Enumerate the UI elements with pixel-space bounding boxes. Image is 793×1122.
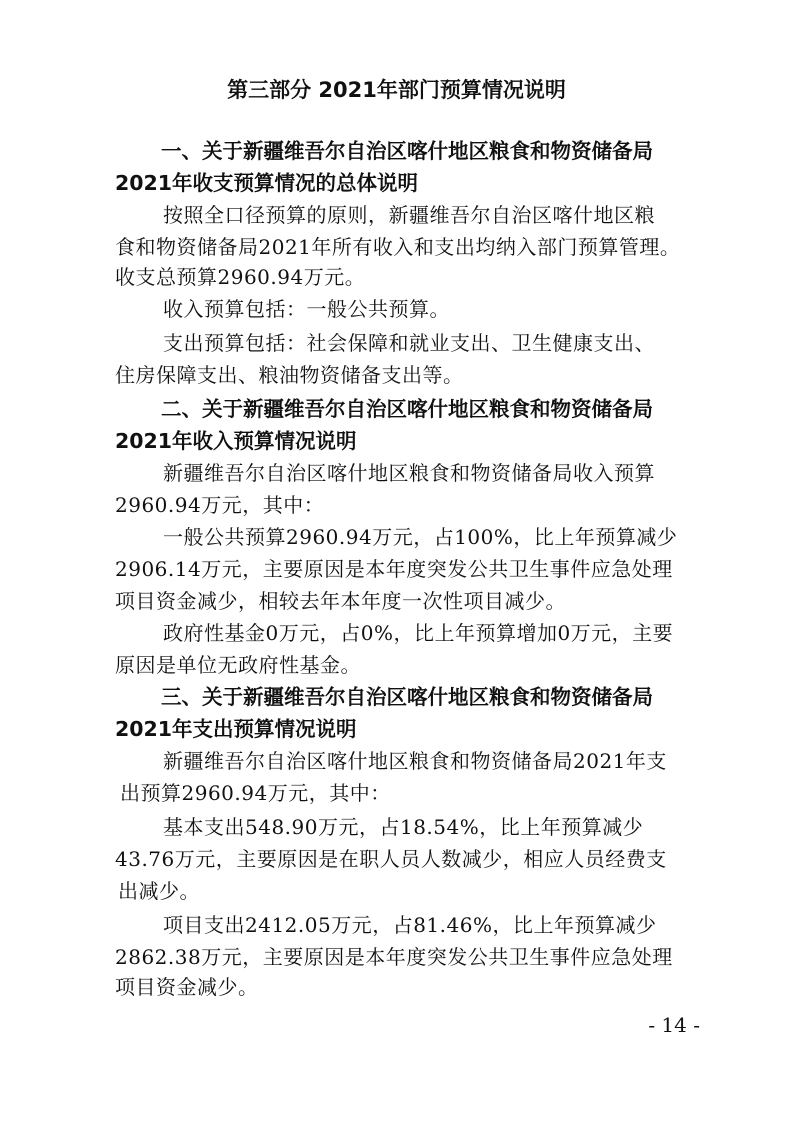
paragraph-line: 住房保障支出、粮油物资储备支出等。 bbox=[115, 363, 464, 387]
paragraph-line: 新疆维吾尔自治区喀什地区粮食和物资储备局2021年支 bbox=[163, 749, 667, 773]
section-3-heading-line-1: 三、关于新疆维吾尔自治区喀什地区粮食和物资储备局 bbox=[161, 685, 653, 709]
paragraph-line: 食和物资储备局2021年所有收入和支出均纳入部门预算管理。 bbox=[115, 235, 681, 259]
paragraph-line: 基本支出548.90万元，占18.54%，比上年预算减少 bbox=[163, 815, 644, 839]
paragraph-line: 支出预算包括：社会保障和就业支出、卫生健康支出、 bbox=[163, 331, 655, 355]
section-3-heading-line-2: 2021年支出预算情况说明 bbox=[115, 717, 357, 741]
paragraph-line: 2906.14万元，主要原因是本年度突发公共卫生事件应急处理 bbox=[115, 557, 673, 581]
paragraph-line: 2960.94万元，其中： bbox=[115, 493, 325, 517]
paragraph-line: 项目支出2412.05万元，占81.46%，比上年预算减少 bbox=[163, 913, 657, 937]
paragraph-line: 政府性基金0万元，占0%，比上年预算增加0万元，主要 bbox=[163, 621, 674, 645]
paragraph-line: 43.76万元，主要原因是在职人员人数减少，相应人员经费支 bbox=[115, 847, 667, 871]
paragraph-line: 项目资金减少，相较去年本年度一次性项目减少。 bbox=[115, 589, 566, 613]
paragraph-line: 收入预算包括：一般公共预算。 bbox=[163, 297, 450, 321]
paragraph-line: 出预算2960.94万元，其中： bbox=[120, 781, 391, 805]
paragraph-line: 收支总预算2960.94万元。 bbox=[115, 265, 366, 289]
paragraph-line: 一般公共预算2960.94万元，占100%，比上年预算减少 bbox=[163, 525, 678, 549]
paragraph-line: 新疆维吾尔自治区喀什地区粮食和物资储备局收入预算 bbox=[163, 461, 655, 485]
paragraph-line: 按照全口径预算的原则，新疆维吾尔自治区喀什地区粮 bbox=[163, 203, 655, 227]
paragraph-line: 2862.38万元，主要原因是本年度突发公共卫生事件应急处理 bbox=[115, 945, 673, 969]
section-1-heading-line-2: 2021年收支预算情况的总体说明 bbox=[115, 171, 419, 195]
paragraph-line: 项目资金减少。 bbox=[115, 975, 259, 999]
page-number: - 14 - bbox=[648, 1013, 700, 1037]
page-title: 第三部分 2021年部门预算情况说明 bbox=[227, 78, 566, 102]
section-1-heading-line-1: 一、关于新疆维吾尔自治区喀什地区粮食和物资储备局 bbox=[161, 139, 653, 163]
paragraph-line: 出减少。 bbox=[118, 879, 200, 903]
section-2-heading-line-1: 二、关于新疆维吾尔自治区喀什地区粮食和物资储备局 bbox=[161, 397, 653, 421]
paragraph-line: 原因是单位无政府性基金。 bbox=[115, 653, 361, 677]
section-2-heading-line-2: 2021年收入预算情况说明 bbox=[115, 429, 357, 453]
